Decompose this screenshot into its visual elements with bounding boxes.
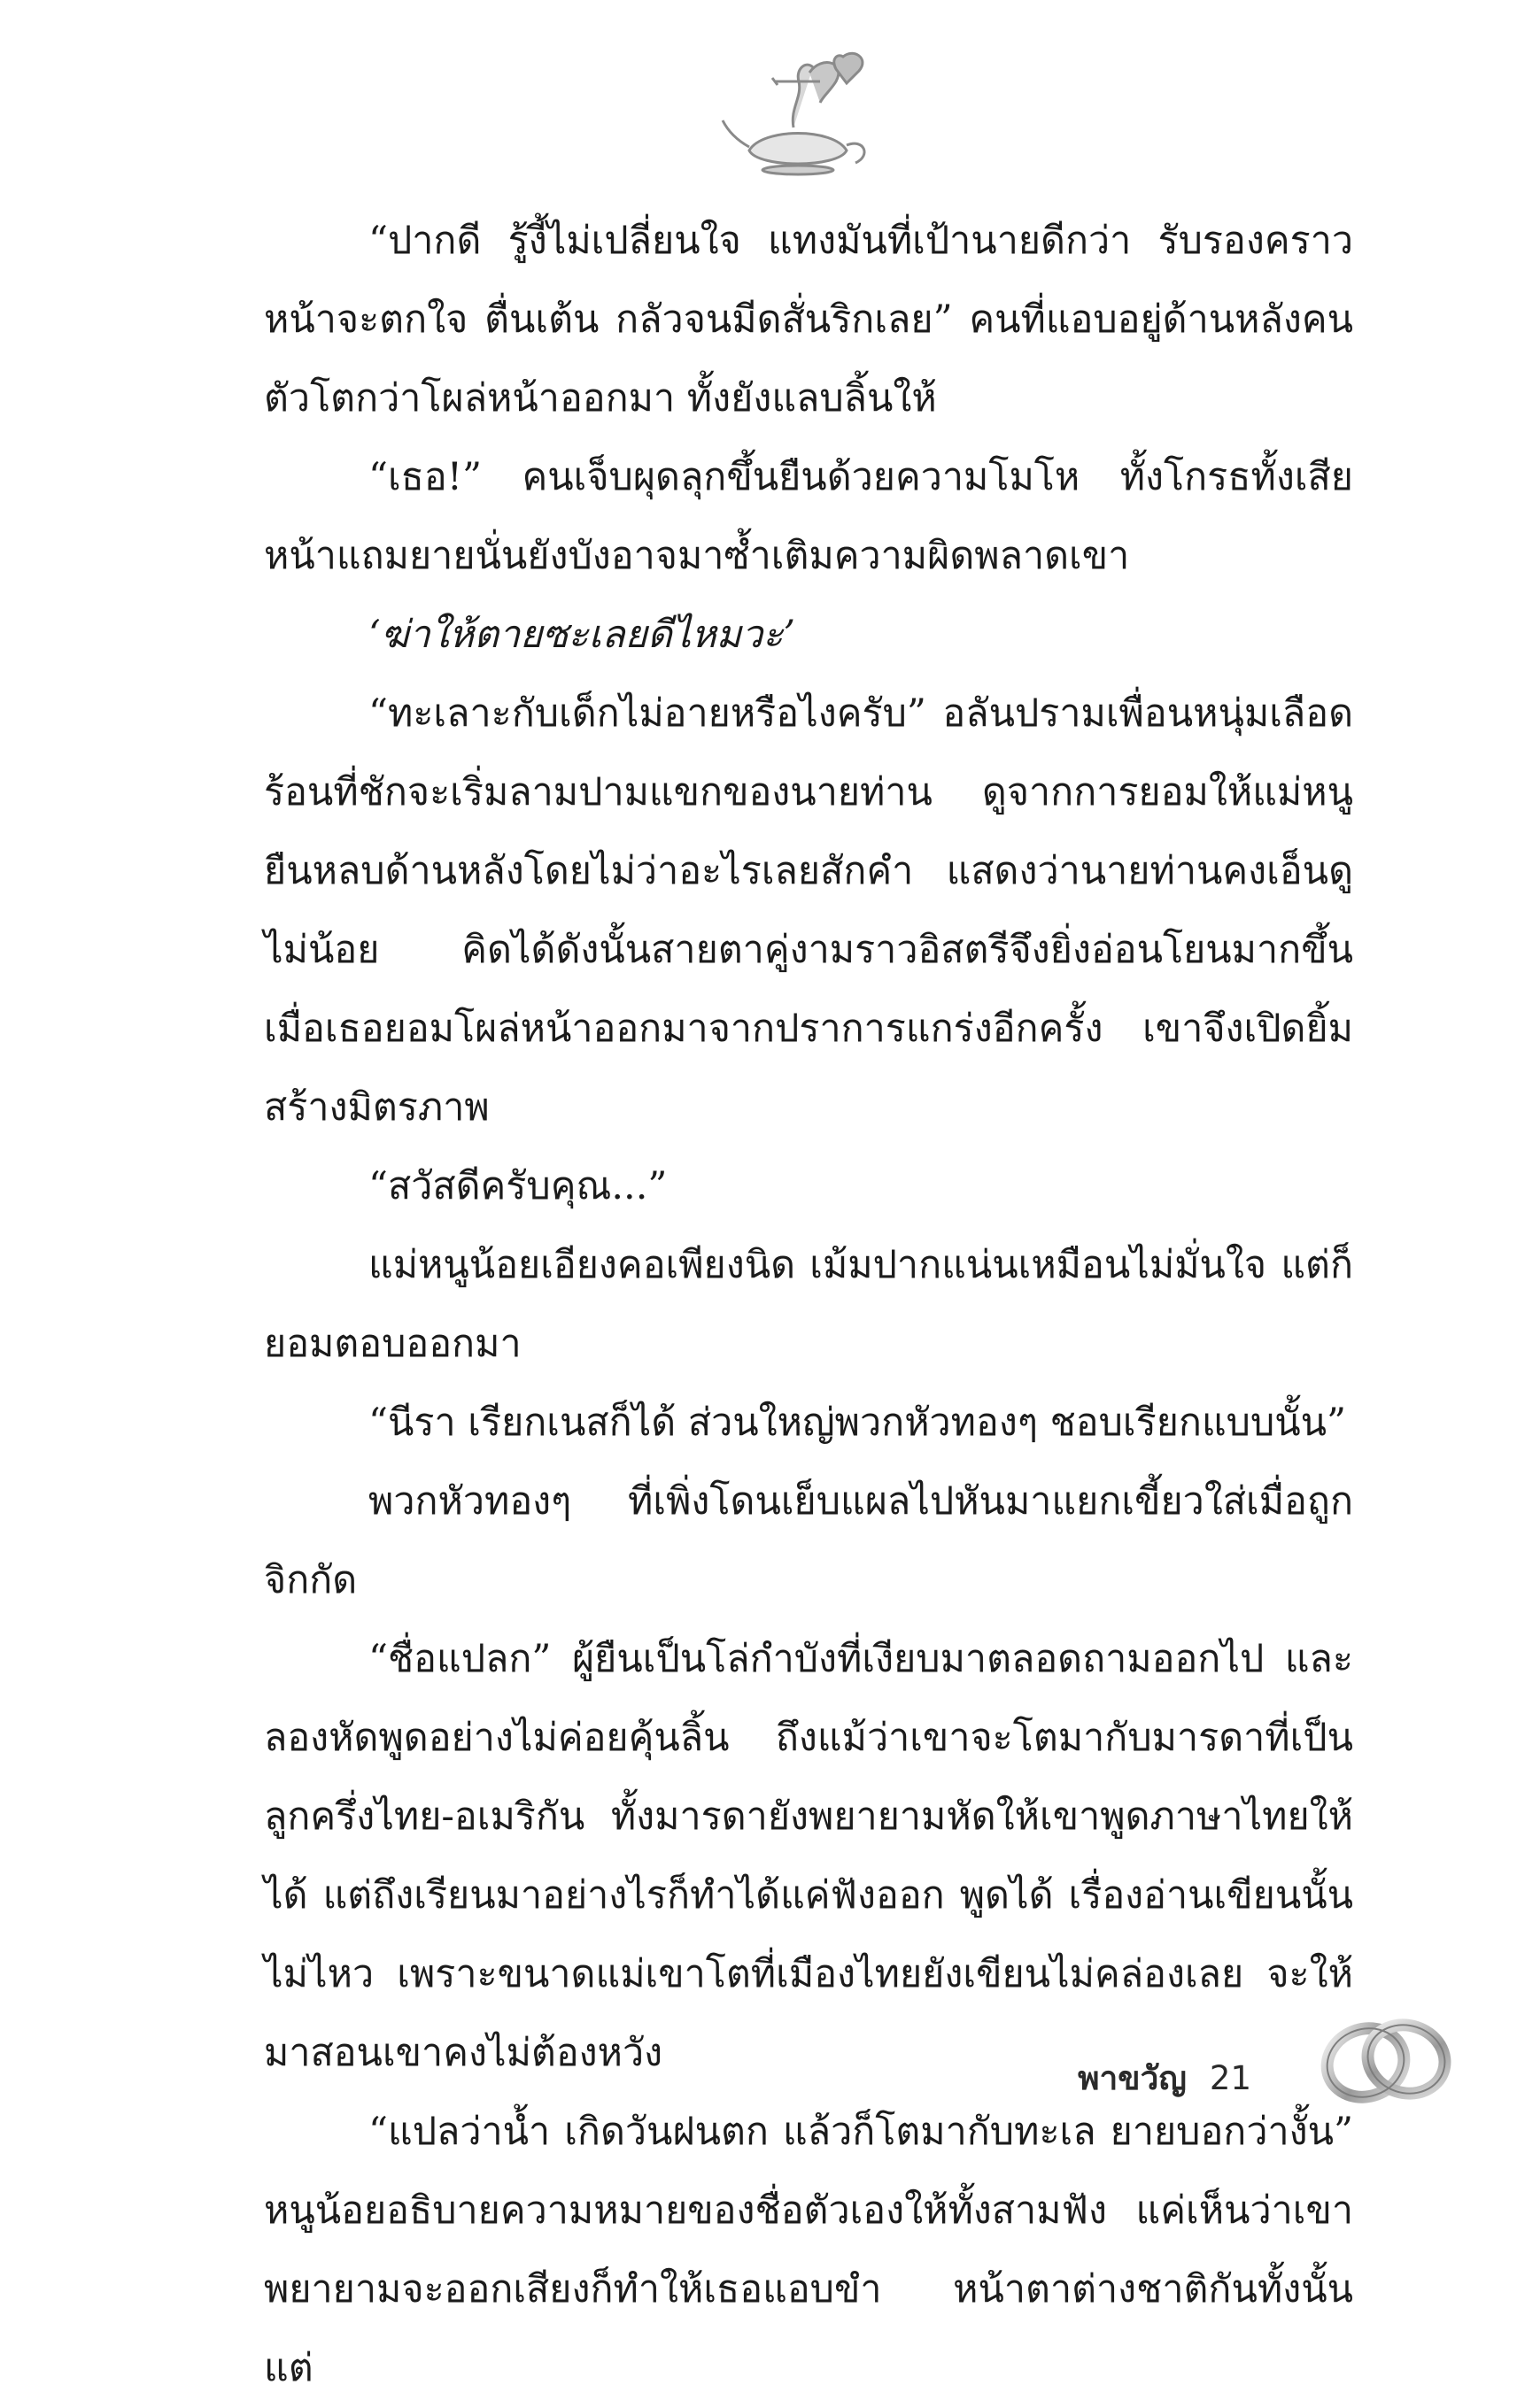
paragraph-9: “ชื่อแปลก” ผู้ยืนเป็นโล่กำบังที่เงียบมาตลอดถามออกไป และลองหัดพูดอย่างไม่ค่อยคุ้นลิ้น ถึงแม้ว่าเขาจะโตมากับมารดาที่เป็นลูกครึ่งไทย-อเมริกัน ทั้งมารดายังพยายามหัดให้เขาพูดภาษาไทยให้ได้ แต่ถึงเรียนมาอย่างไรก็ทำได้แค่ฟังออก พูดได้ เรื่องอ่านเขียนนั้นไม่ไหว เพราะขนาดแม่เขาโตที่เมืองไทยยังเขียนไม่คล่องเลย จะให้มาสอนเขาคงไม่ต้องหวัง (264, 1637, 1353, 2075)
cupid-teapot-ornament-icon (714, 46, 882, 179)
paragraph-4: “ทะเลาะกับเด็กไม่อายหรือไงครับ” อลันปรามเพื่อนหนุ่มเลือดร้อนที่ชักจะเริ่มลามปามแขกของนายท่าน ดูจากการยอมให้แม่หนูยืนหลบด้านหลังโดยไม่ว่าอะไรเลยสักคำ แสดงว่านายท่านคงเอ็นดูไม่น้อย คิดได้ดังนั้นสายตาคู่งามราวอิสตรีจึงยิ่งอ่อนโยนมากขึ้น เมื่อเธอยอมโผล่หน้าออกมาจากปราการแกร่งอีกครั้ง เขาจึงเปิดยิ้มสร้างมิตรภาพ (264, 691, 1353, 1130)
paragraph-2: “เธอ!” คนเจ็บผุดลุกขึ้นยืนด้วยความโมโห ทั้งโกรธทั้งเสียหน้าแถมยายนั่นยังบังอาจมาซ้ำเติมความผิดพลาดเขา (264, 455, 1353, 578)
wedding-rings-icon (1311, 2001, 1461, 2116)
book-title: พาขวัญ (1078, 2059, 1187, 2097)
page-footer (1078, 2052, 1251, 2104)
paragraph-1: “ปากดี รู้งี้ไม่เปลี่ยนใจ แทงมันที่เป้านายดีกว่า รับรองคราวหน้าจะตกใจ ตื่นเต้น กลัวจนมีดสั่นริกเลย” คนที่แอบอยู่ด้านหลังคนตัวโตกว่าโผล่หน้าออกมา ทั้งยังแลบลิ้นให้ (264, 219, 1353, 421)
paragraph-6: แม่หนูน้อยเอียงคอเพียงนิด เม้มปากแน่นเหมือนไม่มั่นใจ แต่ก็ยอมตอบออกมา (264, 1243, 1353, 1366)
paragraph-8: พวกหัวทองๆ ที่เพิ่งโดนเย็บแผลไปหันมาแยกเขี้ยวใส่เมื่อถูกจิกกัด (264, 1479, 1353, 1602)
paragraph-10: “แปลว่าน้ำ เกิดวันฝนตก แล้วก็โตมากับทะเล ยายบอกว่างั้น” หนูน้อยอธิบายความหมายของชื่อตัวเองให้ทั้งสามฟัง แค่เห็นว่าเขาพยายามจะออกเสียงก็ทำให้เธอแอบขำ หน้าตาต่างชาติกันทั้งนั้น แต่ (264, 2110, 1353, 2390)
paragraph-5: “สวัสดีครับคุณ...” (368, 1164, 668, 1208)
page-number: 21 (1209, 2059, 1251, 2097)
paragraph-7: “นีรา เรียกเนสก็ได้ ส่วนใหญ่พวกหัวทองๆ ชอบเรียกแบบนั้น” (368, 1401, 1347, 1445)
paragraph-3-italic-thought: ‘ฆ่าให้ตายซะเลยดีไหมวะ’ (368, 613, 796, 657)
